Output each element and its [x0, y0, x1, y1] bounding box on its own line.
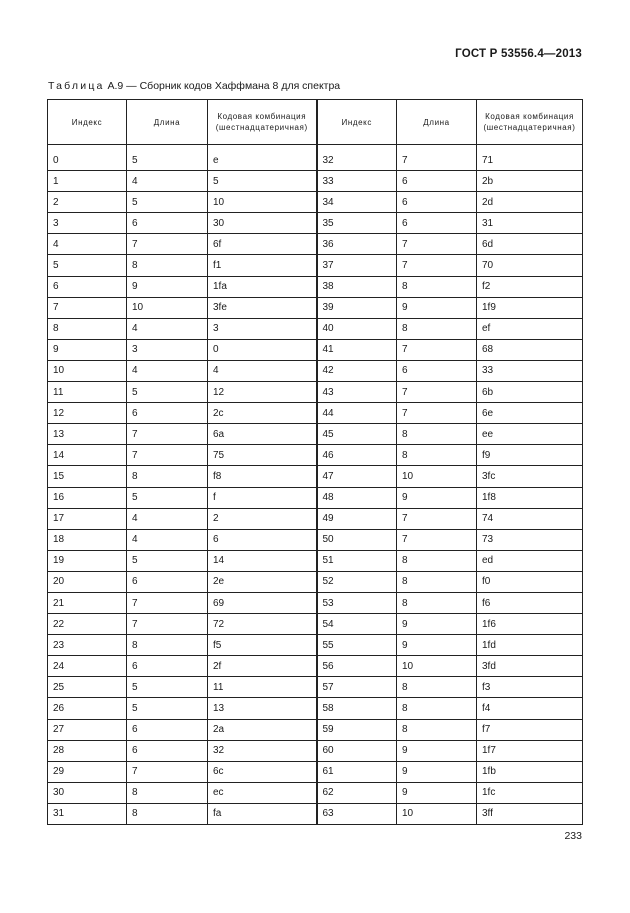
cell-index: 29	[48, 761, 127, 782]
cell-index: 27	[48, 719, 127, 740]
cell-code: 75	[208, 445, 317, 466]
cell-index-2: 45	[317, 424, 397, 445]
cell-index-2: 52	[317, 571, 397, 592]
cell-index-2: 35	[317, 213, 397, 234]
cell-code-2: 6b	[477, 382, 583, 403]
cell-length: 8	[127, 466, 208, 487]
table-row	[48, 360, 583, 381]
cell-code: f	[208, 487, 317, 508]
cell-length: 6	[127, 571, 208, 592]
cell-code: 6f	[208, 234, 317, 255]
cell-index-2: 53	[317, 592, 397, 613]
cell-code: 2f	[208, 656, 317, 677]
cell-length: 4	[127, 318, 208, 339]
table-row	[48, 150, 583, 171]
table-row	[48, 656, 583, 677]
cell-code-2: ed	[477, 550, 583, 571]
cell-code-2: 71	[477, 150, 583, 171]
cell-index-2: 62	[317, 782, 397, 803]
cell-length-2: 9	[397, 740, 477, 761]
cell-index: 20	[48, 571, 127, 592]
table-row	[48, 171, 583, 192]
huffman-code-table	[47, 99, 583, 825]
cell-index-2: 49	[317, 508, 397, 529]
cell-index: 24	[48, 656, 127, 677]
cell-length-2: 7	[397, 150, 477, 171]
table-row	[48, 382, 583, 403]
cell-length: 4	[127, 529, 208, 550]
cell-index-2: 41	[317, 339, 397, 360]
cell-length-2: 10	[397, 656, 477, 677]
cell-length-2: 8	[397, 445, 477, 466]
table-body	[48, 150, 583, 825]
cell-index: 6	[48, 276, 127, 297]
cell-code: fa	[208, 803, 317, 824]
cell-index-2: 48	[317, 487, 397, 508]
cell-index-2: 44	[317, 403, 397, 424]
table-row	[48, 255, 583, 276]
cell-code: 30	[208, 213, 317, 234]
table-header-row	[48, 100, 583, 145]
cell-code-2: 1f8	[477, 487, 583, 508]
cell-code-2: 1fd	[477, 635, 583, 656]
cell-length: 4	[127, 508, 208, 529]
cell-code-2: 1fb	[477, 761, 583, 782]
cell-index: 30	[48, 782, 127, 803]
table-row	[48, 782, 583, 803]
cell-length-2: 7	[397, 339, 477, 360]
cell-length: 6	[127, 403, 208, 424]
cell-index: 13	[48, 424, 127, 445]
cell-length: 5	[127, 192, 208, 213]
cell-length-2: 8	[397, 276, 477, 297]
cell-length-2: 7	[397, 234, 477, 255]
cell-length-2: 9	[397, 761, 477, 782]
table-row	[48, 550, 583, 571]
cell-length: 8	[127, 255, 208, 276]
table-row	[48, 318, 583, 339]
table-row	[48, 761, 583, 782]
table-row	[48, 698, 583, 719]
cell-index-2: 55	[317, 635, 397, 656]
cell-length-2: 7	[397, 508, 477, 529]
cell-code: 0	[208, 339, 317, 360]
cell-index: 7	[48, 297, 127, 318]
cell-length: 7	[127, 592, 208, 613]
cell-index: 10	[48, 360, 127, 381]
cell-index: 16	[48, 487, 127, 508]
cell-length-2: 7	[397, 382, 477, 403]
cell-code: 69	[208, 592, 317, 613]
cell-length-2: 6	[397, 360, 477, 381]
cell-code: 6a	[208, 424, 317, 445]
table-row	[48, 803, 583, 824]
cell-code-2: ef	[477, 318, 583, 339]
cell-index: 18	[48, 529, 127, 550]
cell-code-2: 3fc	[477, 466, 583, 487]
cell-length: 5	[127, 677, 208, 698]
cell-code-2: f2	[477, 276, 583, 297]
table-caption	[48, 80, 340, 92]
header-length: Длина	[127, 100, 208, 145]
cell-index: 15	[48, 466, 127, 487]
table-row	[48, 403, 583, 424]
cell-code: 72	[208, 614, 317, 635]
cell-code: 5	[208, 171, 317, 192]
cell-length: 7	[127, 234, 208, 255]
cell-index: 23	[48, 635, 127, 656]
cell-length: 7	[127, 445, 208, 466]
cell-index-2: 38	[317, 276, 397, 297]
cell-code: 14	[208, 550, 317, 571]
cell-code: 13	[208, 698, 317, 719]
cell-code-2: f3	[477, 677, 583, 698]
table-row	[48, 635, 583, 656]
document-code: ГОСТ Р 53556.4—2013	[455, 48, 582, 60]
header-code: Кодовая комбинация (шестнадцатеричная)	[208, 100, 317, 145]
table-row	[48, 529, 583, 550]
cell-length-2: 6	[397, 213, 477, 234]
cell-index-2: 37	[317, 255, 397, 276]
cell-length: 8	[127, 635, 208, 656]
cell-code-2: 3fd	[477, 656, 583, 677]
cell-length-2: 6	[397, 192, 477, 213]
cell-index: 25	[48, 677, 127, 698]
cell-index: 4	[48, 234, 127, 255]
cell-code: 2e	[208, 571, 317, 592]
cell-length: 6	[127, 740, 208, 761]
cell-index-2: 33	[317, 171, 397, 192]
cell-code: 12	[208, 382, 317, 403]
cell-code-2: 1f6	[477, 614, 583, 635]
table-row	[48, 213, 583, 234]
cell-index-2: 57	[317, 677, 397, 698]
cell-length-2: 10	[397, 466, 477, 487]
cell-index: 1	[48, 171, 127, 192]
table-row	[48, 487, 583, 508]
cell-code: 3fe	[208, 297, 317, 318]
cell-code: e	[208, 150, 317, 171]
table-row	[48, 740, 583, 761]
cell-code: 2a	[208, 719, 317, 740]
cell-index: 9	[48, 339, 127, 360]
cell-length-2: 8	[397, 698, 477, 719]
cell-index: 28	[48, 740, 127, 761]
cell-length: 10	[127, 297, 208, 318]
cell-code-2: 73	[477, 529, 583, 550]
table-row	[48, 508, 583, 529]
cell-code: f1	[208, 255, 317, 276]
cell-index-2: 39	[317, 297, 397, 318]
cell-index: 0	[48, 150, 127, 171]
table-row	[48, 297, 583, 318]
table-row	[48, 276, 583, 297]
cell-index-2: 36	[317, 234, 397, 255]
cell-length-2: 9	[397, 635, 477, 656]
cell-code-2: 3ff	[477, 803, 583, 824]
cell-code: 4	[208, 360, 317, 381]
cell-index-2: 56	[317, 656, 397, 677]
cell-index: 8	[48, 318, 127, 339]
cell-length-2: 7	[397, 403, 477, 424]
cell-length: 7	[127, 761, 208, 782]
cell-code: 1fa	[208, 276, 317, 297]
table-row	[48, 592, 583, 613]
cell-code: 11	[208, 677, 317, 698]
cell-length-2: 8	[397, 719, 477, 740]
cell-index: 26	[48, 698, 127, 719]
table-row	[48, 339, 583, 360]
table-row	[48, 719, 583, 740]
cell-index: 12	[48, 403, 127, 424]
cell-index: 11	[48, 382, 127, 403]
caption-text: А.9 — Сборник кодов Хаффмана 8 для спектра	[107, 80, 341, 92]
cell-code-2: 2d	[477, 192, 583, 213]
cell-code: 3	[208, 318, 317, 339]
header-index-2: Индекс	[317, 100, 397, 145]
cell-code-2: ee	[477, 424, 583, 445]
cell-code-2: f4	[477, 698, 583, 719]
cell-index-2: 63	[317, 803, 397, 824]
table-row	[48, 614, 583, 635]
cell-length: 5	[127, 698, 208, 719]
cell-code-2: 2b	[477, 171, 583, 192]
table-row	[48, 466, 583, 487]
cell-length: 5	[127, 550, 208, 571]
cell-length-2: 8	[397, 571, 477, 592]
table-row	[48, 192, 583, 213]
cell-length: 5	[127, 382, 208, 403]
cell-code: 32	[208, 740, 317, 761]
cell-length-2: 6	[397, 171, 477, 192]
cell-index-2: 61	[317, 761, 397, 782]
cell-index: 19	[48, 550, 127, 571]
cell-length: 9	[127, 276, 208, 297]
cell-code: ec	[208, 782, 317, 803]
cell-code: 6	[208, 529, 317, 550]
page-number: 233	[564, 830, 582, 842]
cell-code-2: f9	[477, 445, 583, 466]
cell-code-2: 31	[477, 213, 583, 234]
cell-index: 22	[48, 614, 127, 635]
cell-index-2: 50	[317, 529, 397, 550]
cell-index-2: 40	[317, 318, 397, 339]
cell-code-2: 1fc	[477, 782, 583, 803]
table-row	[48, 445, 583, 466]
cell-code-2: 68	[477, 339, 583, 360]
cell-index-2: 58	[317, 698, 397, 719]
cell-index: 5	[48, 255, 127, 276]
cell-length: 4	[127, 171, 208, 192]
cell-code-2: f0	[477, 571, 583, 592]
cell-length: 6	[127, 213, 208, 234]
cell-code: f8	[208, 466, 317, 487]
table-row	[48, 234, 583, 255]
cell-index: 31	[48, 803, 127, 824]
cell-index-2: 47	[317, 466, 397, 487]
cell-index-2: 59	[317, 719, 397, 740]
cell-index-2: 46	[317, 445, 397, 466]
cell-length: 6	[127, 656, 208, 677]
table-row	[48, 424, 583, 445]
cell-index-2: 42	[317, 360, 397, 381]
cell-code-2: f7	[477, 719, 583, 740]
cell-code: 6c	[208, 761, 317, 782]
cell-index: 3	[48, 213, 127, 234]
table-row	[48, 571, 583, 592]
cell-length-2: 7	[397, 255, 477, 276]
cell-length-2: 8	[397, 677, 477, 698]
cell-length-2: 9	[397, 487, 477, 508]
cell-length: 8	[127, 782, 208, 803]
cell-length-2: 8	[397, 550, 477, 571]
cell-code-2: f6	[477, 592, 583, 613]
cell-code-2: 6d	[477, 234, 583, 255]
cell-code-2: 33	[477, 360, 583, 381]
cell-index-2: 54	[317, 614, 397, 635]
cell-index: 17	[48, 508, 127, 529]
cell-code-2: 1f9	[477, 297, 583, 318]
cell-length-2: 9	[397, 782, 477, 803]
cell-length-2: 9	[397, 297, 477, 318]
cell-index-2: 51	[317, 550, 397, 571]
cell-length-2: 8	[397, 424, 477, 445]
cell-length-2: 8	[397, 318, 477, 339]
cell-index-2: 32	[317, 150, 397, 171]
cell-length: 3	[127, 339, 208, 360]
cell-code-2: 74	[477, 508, 583, 529]
cell-length: 7	[127, 424, 208, 445]
cell-code: f5	[208, 635, 317, 656]
cell-length: 4	[127, 360, 208, 381]
cell-code: 2	[208, 508, 317, 529]
cell-index-2: 60	[317, 740, 397, 761]
cell-code: 2c	[208, 403, 317, 424]
header-length-2: Длина	[397, 100, 477, 145]
cell-length: 5	[127, 150, 208, 171]
header-code-2: Кодовая комбинация (шестнадцатеричная)	[477, 100, 583, 145]
header-index: Индекс	[48, 100, 127, 145]
caption-label: Таблица	[48, 80, 105, 92]
cell-index: 14	[48, 445, 127, 466]
cell-length: 5	[127, 487, 208, 508]
cell-index: 2	[48, 192, 127, 213]
cell-length-2: 8	[397, 592, 477, 613]
cell-index: 21	[48, 592, 127, 613]
cell-length: 7	[127, 614, 208, 635]
cell-code-2: 70	[477, 255, 583, 276]
cell-code: 10	[208, 192, 317, 213]
table-row	[48, 677, 583, 698]
cell-length: 6	[127, 719, 208, 740]
cell-length-2: 7	[397, 529, 477, 550]
cell-code-2: 1f7	[477, 740, 583, 761]
cell-index-2: 34	[317, 192, 397, 213]
cell-length: 8	[127, 803, 208, 824]
cell-code-2: 6e	[477, 403, 583, 424]
cell-length-2: 10	[397, 803, 477, 824]
cell-length-2: 9	[397, 614, 477, 635]
cell-index-2: 43	[317, 382, 397, 403]
